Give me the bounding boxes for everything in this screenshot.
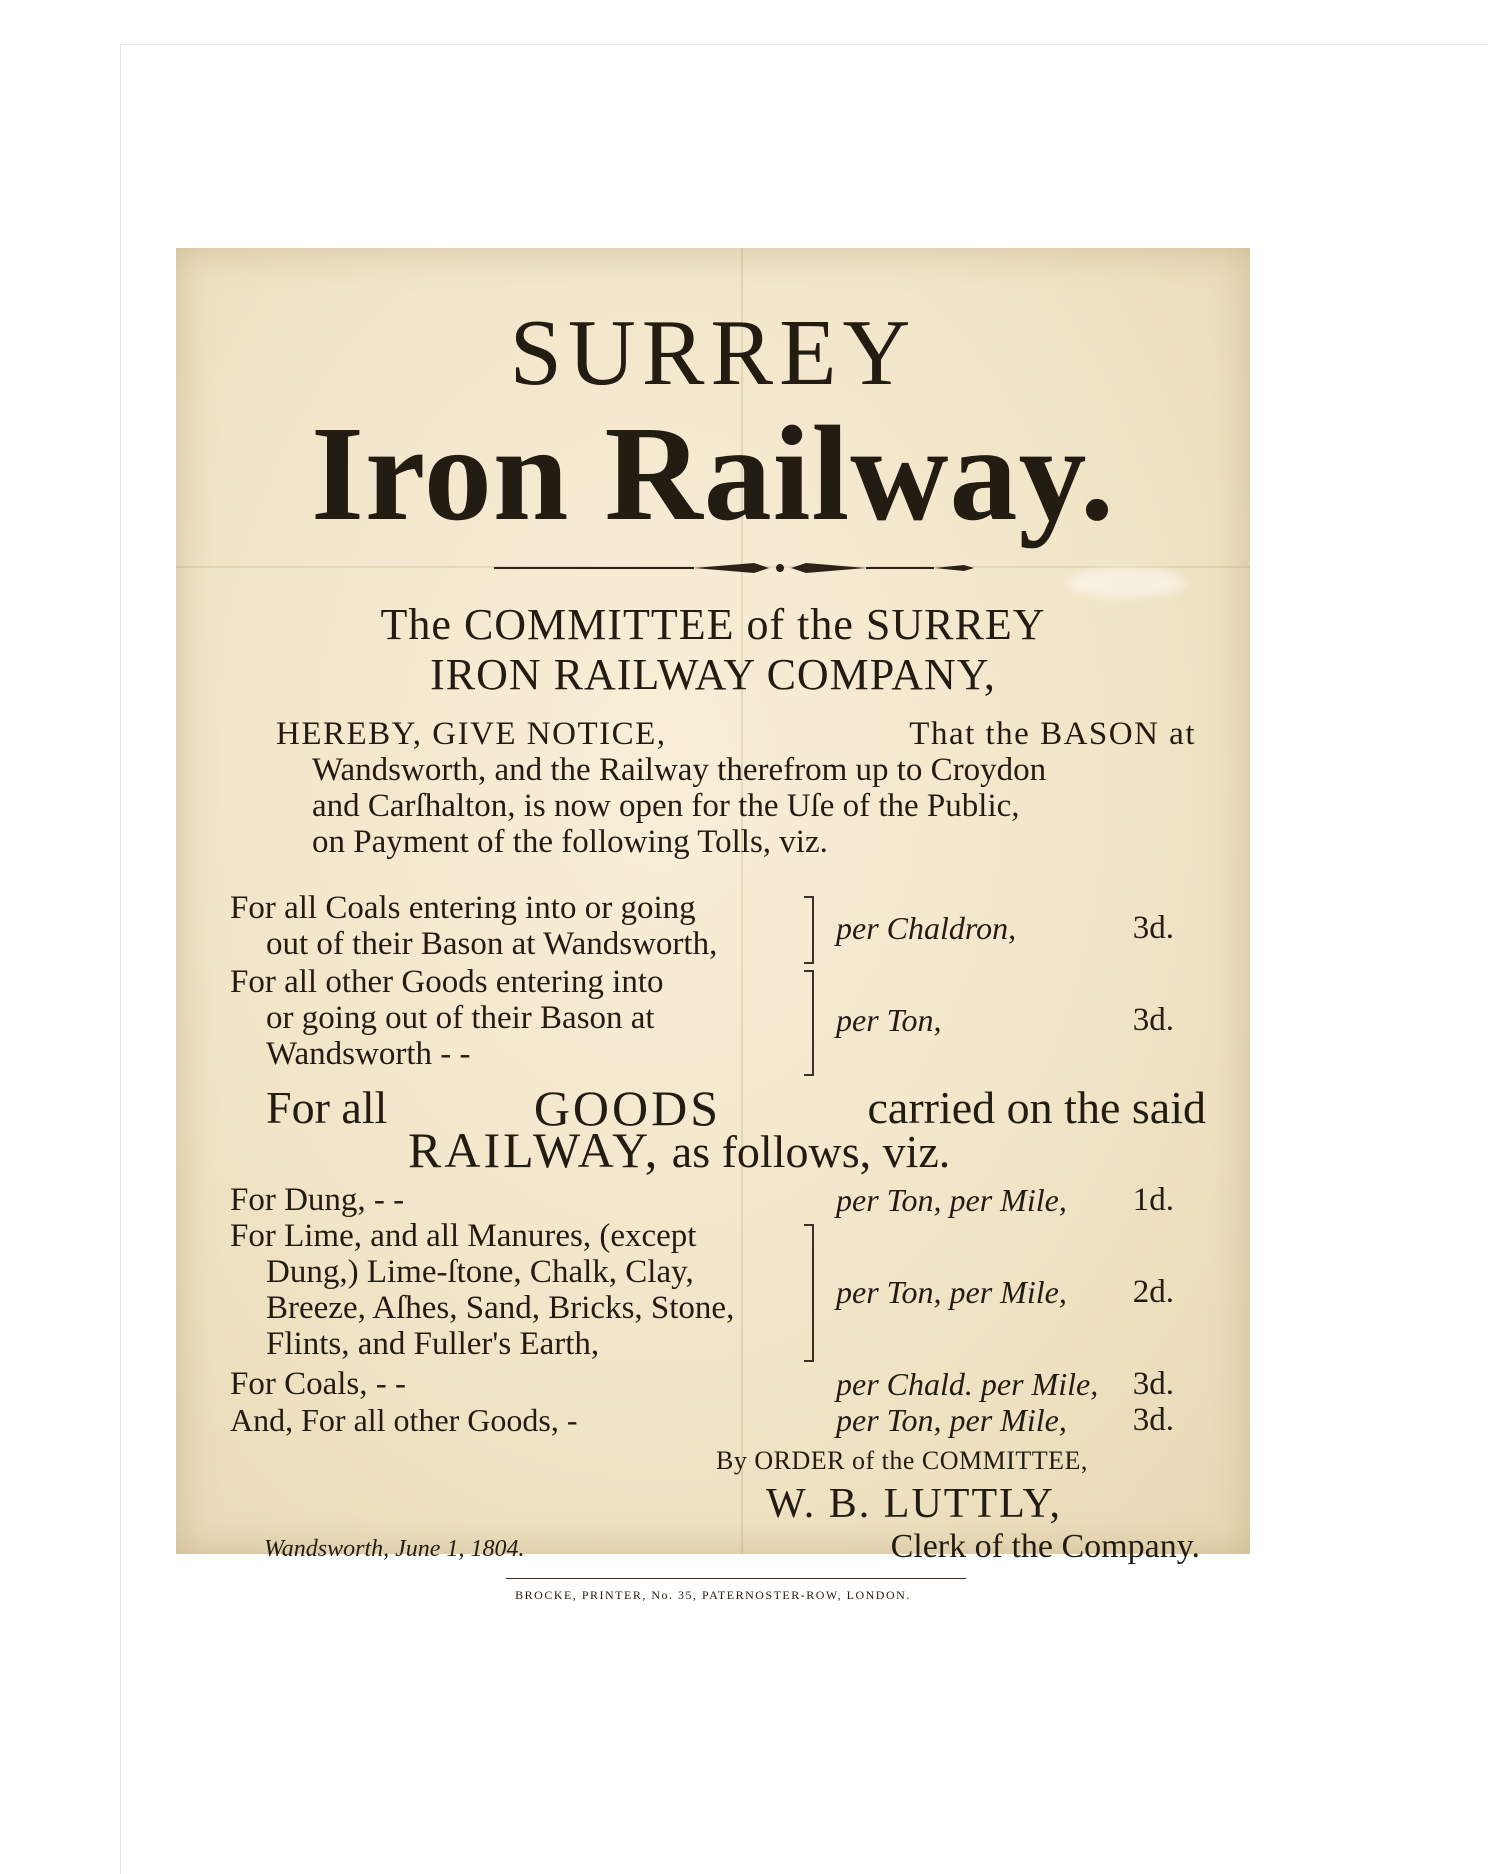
committee-heading bbox=[176, 600, 1250, 700]
goods-heading-carried: carried on the said bbox=[867, 1082, 1206, 1133]
notice-paragraph bbox=[276, 716, 1196, 860]
committee-line-2: IRON RAILWAY COMPANY, bbox=[430, 650, 996, 699]
goods-3-price: 3d. bbox=[1132, 1366, 1174, 1402]
toll-1-unit: per Chaldron, bbox=[836, 910, 1017, 946]
toll-2-price: 3d. bbox=[1132, 1002, 1174, 1038]
toll-2-brace bbox=[804, 970, 814, 1076]
goods-1-unit: per Ton, per Mile, bbox=[836, 1182, 1067, 1218]
toll-1-brace bbox=[804, 896, 814, 964]
title-iron-railway: Iron Railway. bbox=[311, 399, 1115, 549]
committee-line-1: The COMMITTEE of the SURREY bbox=[380, 600, 1046, 649]
toll-2-line-1: For all other Goods entering into bbox=[230, 964, 664, 1000]
ornamental-divider bbox=[494, 556, 974, 580]
goods-2-line-1: For Lime, and all Manures, (except bbox=[230, 1218, 697, 1254]
by-order-line: By ORDER of the COMMITTEE, bbox=[716, 1446, 1088, 1475]
goods-4-price: 3d. bbox=[1132, 1402, 1174, 1438]
notice-line-4: on Payment of the following Tolls, viz. bbox=[312, 824, 828, 860]
notice-bason: That the BASON at bbox=[909, 716, 1196, 752]
goods-heading-as-follows: as follows, viz. bbox=[671, 1126, 951, 1177]
goods-2-line-3: Breeze, Aſhes, Sand, Bricks, Stone, bbox=[266, 1290, 735, 1326]
title-surrey: SURREY bbox=[509, 301, 917, 405]
printer-imprint: BROCKE, PRINTER, No. 35, PATERNOSTER-ROW, LONDON. bbox=[515, 1588, 911, 1602]
railway-poster bbox=[176, 248, 1250, 1602]
paper-stain bbox=[1066, 568, 1186, 598]
goods-4-unit: per Ton, per Mile, bbox=[836, 1402, 1067, 1438]
goods-2-line-4: Flints, and Fuller's Earth, bbox=[266, 1326, 600, 1362]
goods-heading-line-1 bbox=[266, 1080, 1206, 1136]
goods-heading-line-2 bbox=[408, 1122, 951, 1178]
date-place: Wandsworth, June 1, 1804. bbox=[264, 1536, 525, 1562]
goods-heading-goods: GOODS bbox=[533, 1080, 722, 1136]
goods-4-line-1: And, For all other Goods, - bbox=[230, 1402, 578, 1438]
footer-rule bbox=[506, 1578, 966, 1579]
toll-2-line-2: or going out of their Bason at bbox=[266, 1000, 655, 1036]
toll-1-price: 3d. bbox=[1132, 910, 1174, 946]
goods-2-price: 2d. bbox=[1132, 1274, 1174, 1310]
goods-2-line-2: Dung,) Lime-ſtone, Chalk, Clay, bbox=[266, 1254, 694, 1290]
toll-1-line-2: out of their Bason at Wandsworth, bbox=[266, 926, 718, 962]
goods-3-unit: per Chald. per Mile, bbox=[836, 1366, 1099, 1402]
toll-2-unit: per Ton, bbox=[836, 1002, 942, 1038]
goods-2-unit: per Ton, per Mile, bbox=[836, 1274, 1067, 1310]
goods-3-line-1: For Coals, - - bbox=[230, 1366, 406, 1402]
notice-line-1 bbox=[276, 716, 1196, 752]
goods-1-price: 1d. bbox=[1132, 1182, 1174, 1218]
goods-heading-for-all: For all bbox=[266, 1082, 388, 1133]
goods-2-brace bbox=[804, 1224, 814, 1362]
goods-1-line-1: For Dung, - - bbox=[230, 1182, 405, 1218]
goods-heading-railway: RAILWAY, bbox=[408, 1122, 661, 1178]
toll-2-line-3: Wandsworth - - bbox=[266, 1036, 471, 1072]
signatory-name: W. B. LUTTLY, bbox=[766, 1481, 1062, 1527]
notice-line-2: Wandsworth, and the Railway therefrom up to Croydon bbox=[312, 752, 1047, 788]
signatory-title: Clerk of the Company. bbox=[890, 1528, 1200, 1565]
notice-line-3: and Carſhalton, is now open for the Uſe of the Public, bbox=[312, 788, 1020, 824]
toll-1-line-1: For all Coals entering into or going bbox=[230, 890, 696, 926]
notice-hereby: HEREBY, GIVE NOTICE, bbox=[276, 716, 667, 752]
